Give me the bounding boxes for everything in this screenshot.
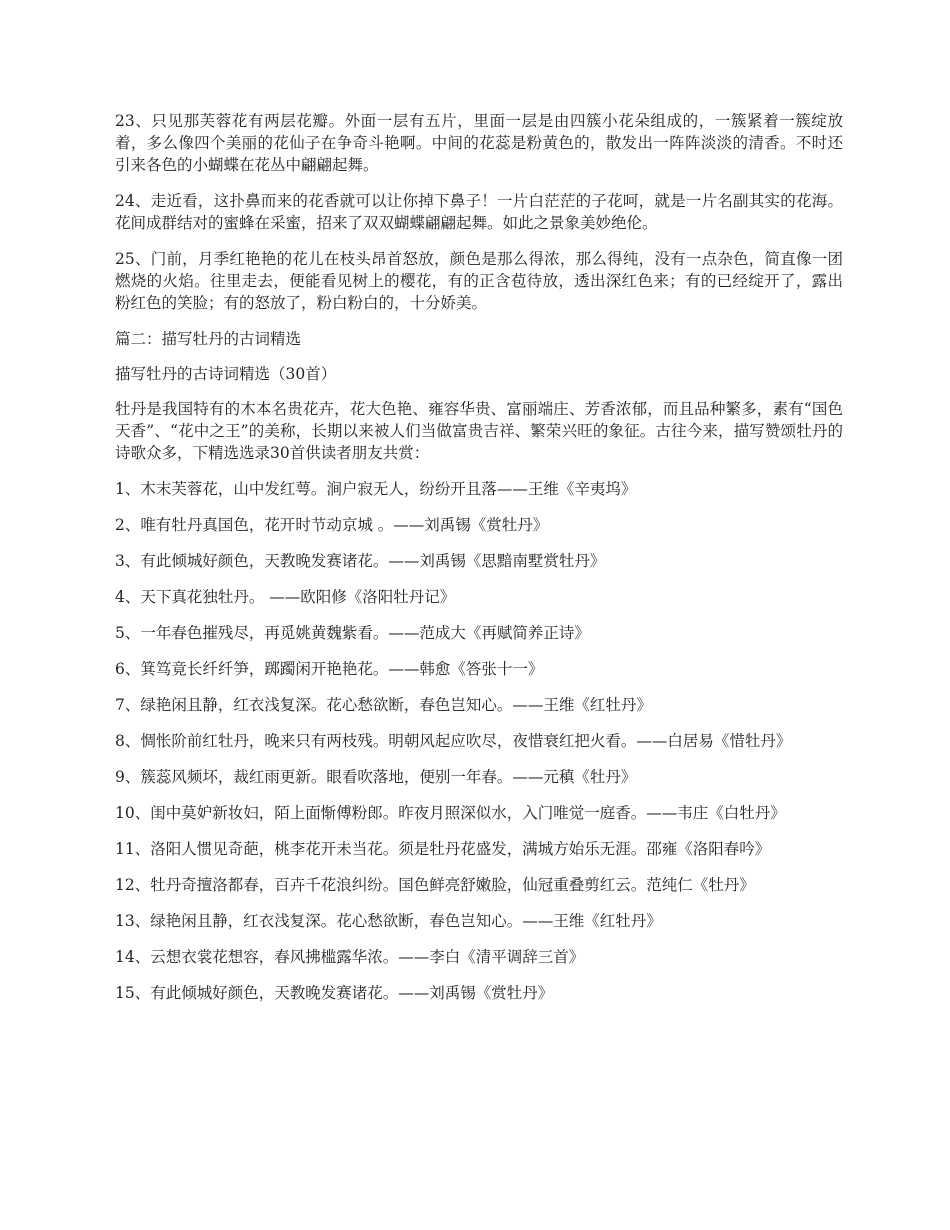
poem-9: 9、簇蕊风频坏，裁红雨更新。眼看吹落地，便别一年春。——元稹《牡丹》 xyxy=(115,768,637,786)
poem-10: 10、闺中莫妒新妆妇，陌上面惭傅粉郎。昨夜月照深似水，入门唯觉一庭香。——韦庄《白牡丹》 xyxy=(115,804,786,822)
poem-8: 8、惆怅阶前红牡丹，晚来只有两枝残。明朝风起应吹尽，夜惜衰红把火看。——白居易《惜牡丹》 xyxy=(115,732,792,750)
poem-4: 4、天下真花独牡丹。 ——欧阳修《洛阳牡丹记》 xyxy=(115,588,456,606)
poem-14: 14、云想衣裳花想容，春风拂槛露华浓。——李白《清平调辞三首》 xyxy=(115,948,585,966)
section-heading: 篇二：描写牡丹的古词精选 xyxy=(115,330,302,348)
poem-3: 3、有此倾城好颜色，天教晚发赛诸花。——刘禹锡《思黯南墅赏牡丹》 xyxy=(115,552,606,570)
paragraph-23: 23、只见那芙蓉花有两层花瓣。外面一层有五片，里面一层是由四簇小花朵组成的，一簇紧着一簇绽放着，多么像四个美丽的花仙子在争奇斗艳啊。中间的花蕊是粉黄色的，散发出一阵阵淡淡的清香。不时还引来各色的小蝴蝶在花丛中翩翩起舞。 xyxy=(115,112,843,174)
poem-6: 6、箕笃竟长纤纤笋，踯躅闲开艳艳花。——韩愈《答张十一》 xyxy=(115,660,544,678)
paragraph-24: 24、走近看，这扑鼻而来的花香就可以让你掉下鼻子！一片白茫茫的子花呵，就是一片名副其实的花海。花间成群结对的蜜蜂在采蜜，招来了双双蝴蝶翩翩起舞。如此之景象美妙绝伦。 xyxy=(115,192,843,232)
paragraph-25: 25、门前，月季红艳艳的花儿在枝头昂首怒放，颜色是那么得浓，那么得纯，没有一点杂色，简直像一团燃烧的火焰。往里走去，便能看见树上的樱花，有的正含苞待放，透出深红色来；有的已经绽开了，露出粉红色的笑脸；有的怒放了，粉白粉白的，十分娇美。 xyxy=(115,250,843,312)
poem-7: 7、绿艳闲且静，红衣浅复深。花心愁欲断，春色岂知心。——王维《红牡丹》 xyxy=(115,696,652,714)
poem-15: 15、有此倾城好颜色，天教晚发赛诸花。——刘禹锡《赏牡丹》 xyxy=(115,984,554,1002)
poem-2: 2、唯有牡丹真国色，花开时节动京城 。——刘禹锡《赏牡丹》 xyxy=(115,516,549,534)
poem-12: 12、牡丹奇擅洛都春，百卉千花浪纠纷。国色鲜亮舒嫩脸，仙冠重叠剪红云。范纯仁《牡丹》 xyxy=(115,876,755,894)
intro-paragraph: 牡丹是我国特有的木本名贵花卉，花大色艳、雍容华贵、富丽端庄、芳香浓郁，而且品种繁多，素有“国色天香”、“花中之王”的美称，长期以来被人们当做富贵吉祥、繁荣兴旺的象征。古往今来，描写赞颂牡丹的诗歌众多，下精选选录30首供读者朋友共赏： xyxy=(115,400,843,462)
poem-1: 1、木末芙蓉花，山中发红萼。涧户寂无人，纷纷开且落——王维《辛夷坞》 xyxy=(115,480,637,498)
document-title: 描写牡丹的古诗词精选（30首） xyxy=(115,365,337,383)
poem-13: 13、绿艳闲且静，红衣浅复深。花心愁欲断，春色岂知心。——王维《红牡丹》 xyxy=(115,912,662,930)
document-body xyxy=(115,110,843,1018)
poem-5: 5、一年春色摧残尽，再觅姚黄魏紫看。——范成大《再赋简养正诗》 xyxy=(115,624,590,642)
poem-11: 11、洛阳人惯见奇葩，桃李花开未当花。须是牡丹花盛发，满城方始乐无涯。邵雍《洛阳春吟》 xyxy=(115,840,771,858)
